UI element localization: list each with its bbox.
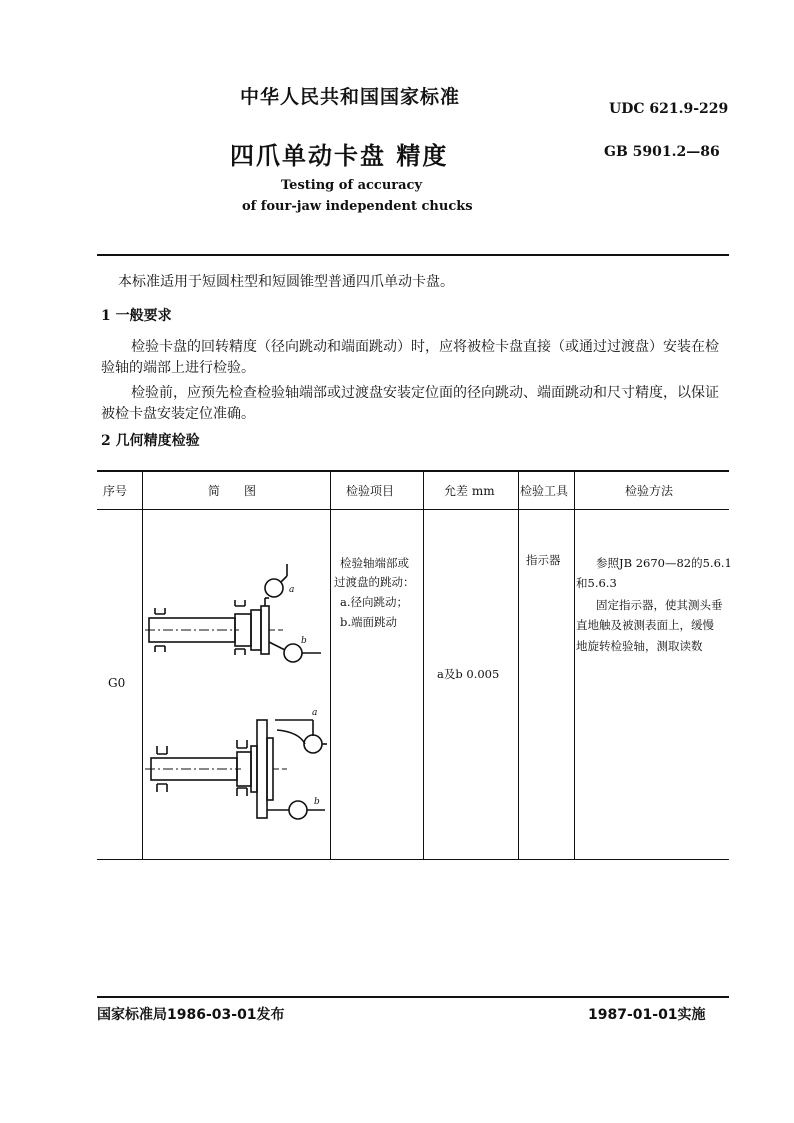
tool-value: 指示器	[526, 553, 561, 567]
item-line: 过渡盘的跳动：	[334, 575, 415, 589]
header-no: 序号	[103, 484, 128, 498]
method-line: 固定指示器，使其测头垂	[596, 598, 723, 612]
table-col-divider	[423, 470, 424, 859]
item-line: b.端面跳动	[340, 615, 398, 629]
tolerance-value: a及b 0.005	[437, 667, 500, 681]
standard-org: 中华人民共和国国家标准	[240, 86, 461, 108]
label-b-upper: b	[301, 636, 307, 646]
publish-line: 国家标准局1986-03-01发布	[97, 1007, 285, 1023]
section2-heading: 2 几何精度检验	[101, 433, 200, 449]
gb-code: GB 5901.2—86	[604, 144, 720, 160]
section1-paragraph1-line1: 检验卡盘的回转精度（径向跳动和端面跳动）时，应将被检卡盘直接（或通过过渡盘）安装在检	[131, 339, 719, 355]
table-top-rule	[97, 470, 729, 472]
table-col-divider	[330, 470, 331, 859]
section1-paragraph2-line2: 被检卡盘安装定位准确。	[101, 406, 255, 422]
label-a-upper: a	[289, 585, 295, 595]
english-title-line1: Testing of accuracy	[281, 178, 423, 193]
method-line: 直地触及被测表面上，缓慢	[576, 618, 714, 632]
udc-code: UDC 621.9-229	[609, 101, 729, 117]
table-col-divider	[518, 470, 519, 859]
inspection-diagram	[143, 510, 329, 858]
implement-line: 1987-01-01实施	[588, 1007, 706, 1023]
section1-paragraph2-line1: 检验前，应预先检查检验轴端部或过渡盘安装定位面的径向跳动、端面跳动和尺寸精度，以保证	[131, 385, 719, 401]
scope-paragraph: 本标准适用于短圆柱型和短圆锥型普通四爪单动卡盘。	[118, 274, 454, 290]
page-title: 四爪单动卡盘 精度	[230, 142, 449, 170]
method-line: 参照JB 2670—82的5.6.1	[596, 556, 732, 570]
label-b-lower: b	[314, 797, 320, 807]
header-method: 检验方法	[625, 484, 674, 498]
section1-paragraph1-line2: 验轴的端部上进行检验。	[101, 360, 255, 376]
item-line: a.径向跳动；	[340, 595, 409, 609]
label-a-lower: a	[312, 708, 318, 718]
header-item: 检验项目	[346, 484, 395, 498]
english-title-line2: of four-jaw independent chucks	[242, 199, 473, 214]
row-no: G0	[108, 676, 126, 690]
lower-spindle-diagram	[145, 720, 327, 819]
header-divider	[97, 254, 729, 256]
section1-heading: 1 一般要求	[101, 308, 172, 324]
table-bottom-rule	[97, 859, 729, 860]
header-diagram: 简 图	[208, 484, 257, 498]
upper-spindle-diagram	[145, 564, 321, 662]
table-col-divider	[574, 470, 575, 859]
header-tolerance: 允差 mm	[444, 484, 495, 498]
method-line: 和5.6.3	[576, 576, 617, 590]
header-tool: 检验工具	[520, 484, 569, 498]
method-line: 地旋转检验轴，测取读数	[576, 639, 703, 653]
item-line: 检验轴端部或	[340, 556, 409, 570]
footer-divider	[97, 996, 729, 998]
